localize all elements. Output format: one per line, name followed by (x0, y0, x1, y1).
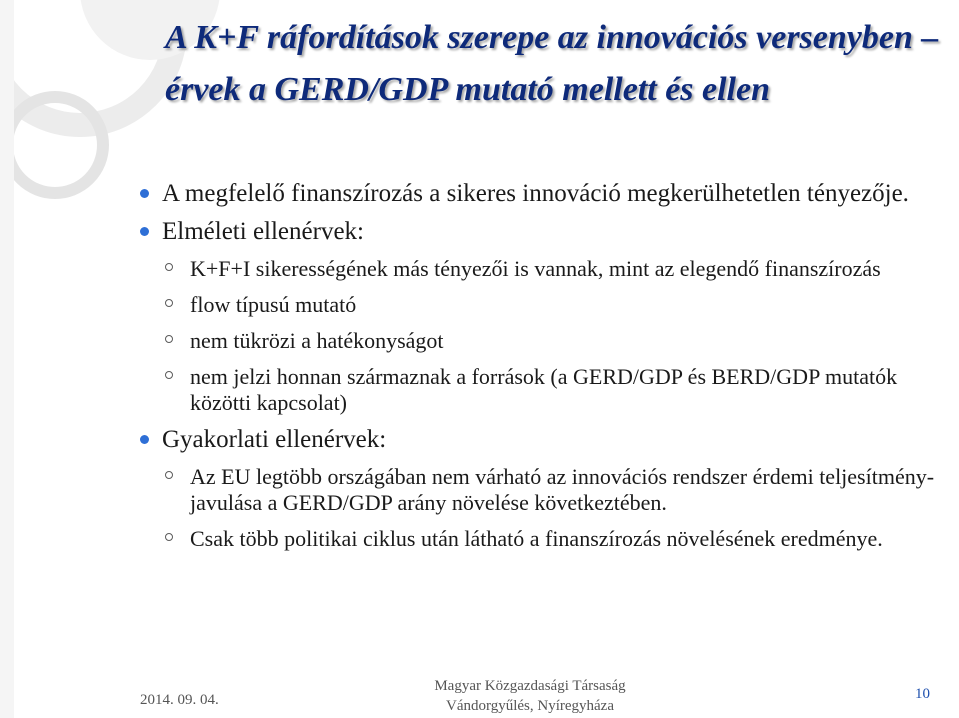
slide-title: A K+F ráfordítások szerepe az innovációs versenyben – érvek a GERD/GDP mutató mellett és ellen (165, 19, 939, 108)
sub-bullet-text: Csak több politikai ciklus után látható a finanszírozás növelésének eredménye. (190, 526, 883, 551)
sub-bullet (140, 292, 950, 318)
footer-organization (400, 676, 660, 716)
sub-bullet (140, 464, 950, 516)
sub-bullet-text: K+F+I sikerességének más tényezői is vannak, mint az elegendő finanszírozás (190, 256, 881, 281)
sub-bullet (140, 526, 950, 552)
page-number: 10 (915, 686, 930, 702)
bullet-text: Gyakorlati ellenérvek: (162, 426, 387, 453)
deco-left-band (0, 0, 14, 718)
bullet-dot-icon (140, 189, 149, 198)
sub-bullet-text: nem jelzi honnan származnak a források (a GERD/GDP és BERD/GDP mutatók közötti kapcsolat) (190, 364, 898, 415)
bullet-dot-icon (140, 435, 149, 444)
bullet-theoretical (140, 218, 950, 246)
sub-bullet (140, 328, 950, 354)
bullet-text: A megfelelő finanszírozás a sikeres innováció megkerülhetetlen tényezője. (162, 180, 909, 207)
ring-bullet-icon (165, 299, 173, 307)
sub-bullet-text: Az EU legtöbb országában nem várható az innovációs rendszer érdemi teljesítmény-javulása a GERD/GDP arány növelése következtében. (190, 464, 935, 515)
sub-bullet (140, 364, 950, 416)
ring-bullet-icon (165, 471, 173, 479)
footer-org-line-1: Magyar Közgazdasági Társaság (434, 678, 626, 694)
ring-bullet-icon (165, 335, 173, 343)
slide-content (140, 180, 950, 562)
footer-org-line-2: Vándorgyűlés, Nyíregyháza (445, 698, 614, 714)
ring-bullet-icon (165, 533, 173, 541)
sub-bullet-text: flow típusú mutató (190, 292, 357, 317)
sub-bullet (140, 256, 950, 282)
ring-bullet-icon (165, 263, 173, 271)
ring-bullet-icon (165, 371, 173, 379)
footer-date: 2014. 09. 04. (140, 692, 219, 708)
bullet-practical (140, 426, 950, 454)
bullet-financing (140, 180, 950, 208)
bullet-dot-icon (140, 227, 149, 236)
sub-bullet-text: nem tükrözi a hatékonyságot (190, 328, 444, 353)
bullet-text: Elméleti ellenérvek: (162, 218, 364, 245)
